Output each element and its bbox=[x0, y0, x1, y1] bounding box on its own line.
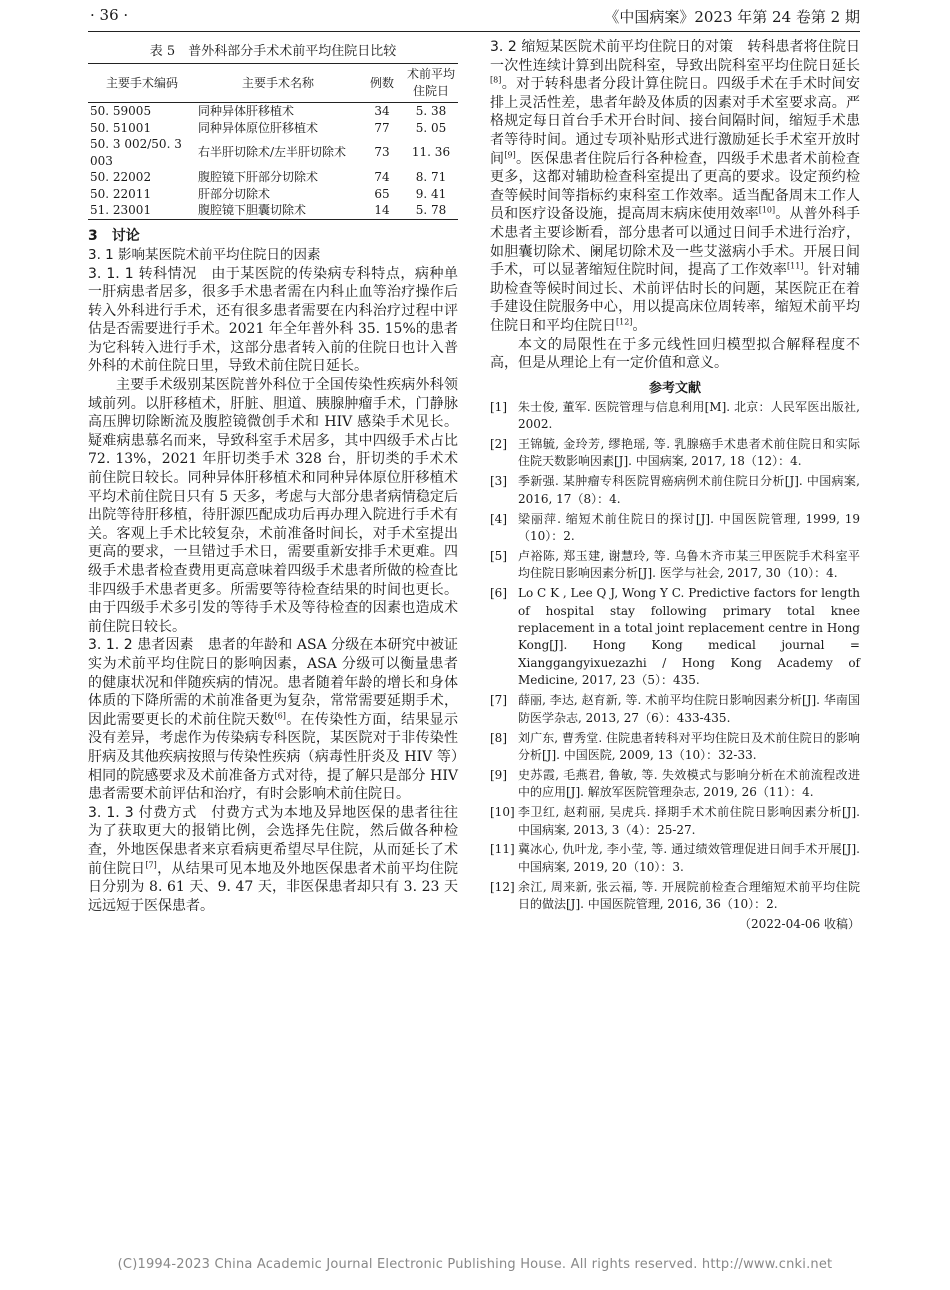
reference-text: 史苏霞, 毛燕君, 鲁敏, 等. 失效模式与影响分析在术前流程改进中的应用[J]. 解放军医院管理杂志, 2019, 26（11）：4. bbox=[518, 767, 860, 800]
paragraph-text: 。从普外科手术患者主要诊断看，部分患者可以通过日间手术进行治疗，如胆囊切除术、阑尾切除术及一些艾滋病小手术。开展日间手术，可以显著缩短住院时间，提高了工作效率 bbox=[490, 206, 860, 279]
table-row bbox=[88, 186, 458, 203]
paragraph-transfer bbox=[88, 265, 458, 377]
table-caption: 表 5 普外科部分手术术前平均住院日比较 bbox=[149, 44, 397, 59]
paragraph-text: ，从结果可见本地及外地医保患者术前平均住院日分别为 8. 61 天、9. 47 天，非医保患者却只有 3. 23 天远远短于医保患者。 bbox=[88, 860, 459, 914]
reference-item bbox=[490, 473, 860, 508]
section-heading: 3 讨论 bbox=[88, 227, 140, 244]
reference-item bbox=[490, 511, 860, 546]
table-row bbox=[88, 202, 458, 219]
reference-text: 薛丽, 李达, 赵育新, 等. 术前平均住院日影响因素分析[J]. 华南国防医学杂志, 2013, 27（6）：433-435. bbox=[518, 693, 860, 725]
table-row bbox=[88, 136, 458, 169]
citation: [10] bbox=[758, 205, 776, 215]
paragraph-lead: 3. 1. 1 转科情况 bbox=[88, 265, 197, 282]
cell-days: 8. 71 bbox=[415, 170, 447, 184]
paragraph-text: 。在传染性方面，结果显示没有差异，考虑作为传染病专科医院，某医院对于非传染性肝病及其他疾病按照与传染性疾病（病毒性肝炎及 HIV 等）相同的院感要求及术前准备方式对待，提了解只是部分 HIV 患者需要术前评估和治疗，有时会影响术前住院日。 bbox=[88, 711, 459, 803]
reference-number: [7] bbox=[490, 693, 507, 708]
paragraph-limitation: 本文的局限性在于多元线性回归模型拟合解释程度不高，但是从理论上有一定价值和意义。 bbox=[490, 336, 860, 372]
right-column bbox=[490, 32, 860, 932]
paragraph-lead: 3. 1. 3 付费方式 bbox=[88, 804, 197, 821]
cell-count: 74 bbox=[374, 170, 390, 184]
paragraph-text: 。对于转科患者分段计算住院日。四级手术在手术时间安排上灵活性差，患者年龄及体质的因素对手术室要求高。严格规定每日首台手术开台时间、接台间隔时间，缩短手术患者等待时间。通过专项补贴形式进行激励延长手术室开放时间 bbox=[490, 76, 860, 167]
paragraph-text: 。 bbox=[632, 317, 647, 334]
paragraph-text: 患者的年龄和 ASA 分级在本研究中被证实为术前平均住院日的影响因素，ASA 分级可以衡量患者的健康状况和伴随疾病的情况。患者随着年龄的增长和身体体质的下降所需的术前准备更为复杂，常常需要延期手术，因此需要更长的术前住院天数 bbox=[88, 637, 458, 728]
reference-text: 刘广东, 曹秀堂. 住院患者转科对平均住院日及术前住院日的影响分析[J]. 中国医院, 2009, 13（10）：32-33. bbox=[518, 730, 860, 762]
cell-count: 34 bbox=[374, 104, 390, 118]
left-column bbox=[88, 32, 458, 915]
reference-item bbox=[490, 767, 860, 802]
reference-number: [5] bbox=[490, 548, 507, 563]
surgery-table bbox=[88, 63, 458, 220]
col-header-name: 主要手术名称 bbox=[241, 75, 314, 90]
cell-count: 14 bbox=[374, 203, 390, 217]
reference-text: 余江, 周来新, 张云福, 等. 开展院前检查合理缩短术前平均住院日的做法[J]. 中国医院管理, 2016, 36（10）：2. bbox=[518, 879, 860, 912]
reference-number: [11] bbox=[490, 842, 515, 857]
cell-name: 腹腔镜下肝部分切除术 bbox=[198, 170, 319, 184]
copyright-footer: (C)1994-2023 China Academic Journal Electronic Publishing House. All rights reserved. http://www.cnki.net bbox=[117, 1257, 833, 1272]
references-title: 参考文献 bbox=[648, 380, 701, 396]
cell-code: 50. 22002 bbox=[90, 170, 152, 184]
cell-name: 同种异体原位肝移植术 bbox=[198, 120, 319, 135]
reference-item bbox=[490, 692, 860, 727]
table-row bbox=[88, 169, 458, 186]
received-date: （2022-04-06 收稿） bbox=[738, 917, 860, 932]
reference-text: 梁丽萍. 缩短术前住院日的探讨[J]. 中国医院管理, 1999, 19（10）：2. bbox=[518, 511, 860, 544]
reference-number: [1] bbox=[490, 399, 507, 414]
paragraph-text: 。针对辅助检查等候时间过长、术前评估时长的问题，某医院正在着手建设住院服务中心，用以提高床位周转率，缩短术前平均住院日和平均住院日 bbox=[490, 262, 861, 334]
paragraph-text: 转科患者将住院日一次性连续计算到出院科室，导致出院科室平均住院日延长 bbox=[490, 39, 860, 74]
paragraph-text: 付费方式为本地及异地医保的患者往往为了获取更大的报销比例，会选择先住院，然后做各种检查，外地医保患者来京看病更希望尽早住院，从而延长了术前住院日 bbox=[88, 804, 458, 877]
reference-item bbox=[490, 879, 860, 914]
cell-code: 50. 59005 bbox=[90, 104, 152, 118]
page-number: · 36 · bbox=[90, 6, 129, 24]
cell-count: 77 bbox=[374, 120, 390, 135]
reference-item bbox=[490, 399, 860, 434]
col-header-days: 术前平均住院日 bbox=[406, 67, 455, 98]
reference-item bbox=[490, 841, 860, 876]
reference-item bbox=[490, 585, 860, 689]
reference-number: [10] bbox=[490, 805, 515, 820]
reference-item bbox=[490, 730, 860, 765]
reference-item bbox=[490, 804, 860, 839]
cell-name: 肝部分切除术 bbox=[198, 186, 271, 201]
citation: [8] bbox=[490, 75, 502, 85]
paragraph-measures bbox=[490, 38, 860, 336]
reference-number: [4] bbox=[490, 511, 507, 526]
reference-number: [2] bbox=[490, 437, 507, 451]
paragraph-surgery-level: 主要手术级别某医院普外科位于全国传染性疾病外科领域前列。以肝移植术，肝脏、胆道、胰腺肿瘤手术，门静脉高压脾切除断流及腹腔镜微创手术和 HIV 感染手术见长。疑难病患慕名而来，导致科室手术居多，其中四级手术占比 72. 13%，2021 年肝切类手术 328 台，肝切类的手术术前住院日较长。同种异体肝移植术和同种异体原位肝移植术平均术前住院日只有 5 天多，考虑与大部分患者病情稳定后出院等待肝移植，待肝源匹配成功后再办理入院进行手术有关。客观上手术比较复杂，术前准备时间长，对手术室提出更高的要求，一旦错过手术日，需要重新安排手术更难。四级手术患者检查费用更高意味着四级手术患者所做的检查比非四级手术患者更多。所需要等待检查结果的时间也更长。由于四级手术多引发的等待手术及等待检查的因素也造成术前住院日较长。 bbox=[88, 377, 458, 635]
reference-item bbox=[490, 436, 860, 471]
cell-code: 50. 22011 bbox=[90, 186, 152, 201]
paragraph-text: 。医保患者住院后行各种检查，四级手术患者术前检查更多，这都对辅助检查科室提出了更高的要求。设定预约检查等候时间等指标约束科室工作效率。适当配备周末工作人员和医疗设备设施，提高周末病床使用效率 bbox=[490, 150, 861, 223]
paragraph-payment bbox=[88, 804, 458, 916]
cell-code: 51. 23001 bbox=[90, 203, 152, 217]
reference-text: 冀冰心, 仇叶龙, 李小莹, 等. 通过绩效管理促进日间手术开展[J]. 中国病案, 2019, 20（10）：3. bbox=[518, 842, 860, 874]
cell-days: 5. 78 bbox=[415, 203, 447, 217]
cell-name: 腹腔镜下胆囊切除术 bbox=[198, 203, 307, 217]
citation: [7] bbox=[145, 859, 157, 869]
reference-text: 王锦毓, 金玲芳, 缪艳瑶, 等. 乳腺癌手术患者术前住院日和实际住院天数影响因素[J]. 中国病案, 2017, 18（12）：4. bbox=[518, 437, 860, 469]
reference-text: 朱士俊, 董军. 医院管理与信息利用[M]. 北京：人民军医出版社, 2002. bbox=[518, 399, 860, 432]
table-row bbox=[88, 103, 458, 120]
reference-text: 季新强. 某肿瘤专科医院胃癌病例术前住院日分析[J]. 中国病案, 2016, 17（8）：4. bbox=[518, 474, 860, 506]
cell-name: 右半肝切除术/左半肝切除术 bbox=[198, 145, 347, 160]
citation: [11] bbox=[787, 261, 804, 271]
cell-days: 5. 05 bbox=[415, 120, 447, 135]
reference-list bbox=[490, 399, 860, 914]
journal-header: 《中国病案》2023 年第 24 卷第 2 期 bbox=[604, 8, 860, 26]
cell-count: 73 bbox=[374, 145, 390, 160]
col-header-count: 例数 bbox=[369, 75, 394, 90]
reference-item bbox=[490, 548, 860, 583]
citation: [12] bbox=[616, 317, 633, 327]
cell-code: 50. 51001 bbox=[90, 120, 152, 135]
col-header-code: 主要手术编码 bbox=[105, 75, 178, 90]
cell-name: 同种异体肝移植术 bbox=[198, 104, 295, 118]
table-row bbox=[88, 120, 458, 137]
reference-number: [8] bbox=[490, 730, 507, 745]
cell-code: 50. 3 002/50. 3 003 bbox=[90, 137, 182, 168]
paragraph-lead: 3. 2 缩短某医院术前平均住院日的对策 bbox=[490, 39, 734, 55]
cell-days: 5. 38 bbox=[415, 104, 447, 118]
paragraph-patient bbox=[88, 636, 458, 803]
citation: [6] bbox=[274, 711, 286, 721]
reference-number: [12] bbox=[490, 879, 515, 894]
cell-days: 9. 41 bbox=[415, 186, 447, 201]
reference-number: [9] bbox=[490, 767, 507, 782]
paragraph-lead: 3. 1. 2 患者因素 bbox=[88, 637, 194, 654]
paragraph-text: 由于某医院的传染病专科特点，病种单一肝病患者居多，很多手术患者需在内科止血等治疗操作后转入外科进行手术，还有很多患者需要在内科治疗过程中评估是否需要进行手术。2021 年全年普外科 35. 15%的患者为它科转入进行手术，这部分患者转入前的住院日也计入普外科的术前住院日里，导致术前住院日延长。 bbox=[88, 265, 458, 375]
reference-text: Lo C K , Lee Q J, Wong Y C. Predictive factors for length of hospital stay following primary total knee replacement in a total joint replacement centre in Hong Kong[J]. Hong Kong medical journal = Xianggangyixuezazhi / Hong Kong Academy of Medicine, 2017, 23（5）：435. bbox=[518, 586, 860, 688]
table-header-row bbox=[88, 64, 458, 103]
reference-text: 李卫红, 赵莉丽, 吴虎兵. 择期手术术前住院日影响因素分析[J]. 中国病案, 2013, 3（4）：25-27. bbox=[518, 805, 860, 837]
cell-count: 65 bbox=[374, 186, 390, 201]
subsection-heading: 3. 1 影响某医院术前平均住院日的因素 bbox=[88, 246, 321, 263]
reference-number: [6] bbox=[490, 586, 507, 601]
reference-text: 卢裕陈, 郑玉建, 谢慧玲, 等. 乌鲁木齐市某三甲医院手术科室平均住院日影响因素分析[J]. 医学与社会, 2017, 30（10）：4. bbox=[518, 548, 860, 581]
cell-days: 11. 36 bbox=[411, 145, 451, 160]
citation: [9] bbox=[504, 149, 516, 159]
reference-number: [3] bbox=[490, 474, 507, 489]
